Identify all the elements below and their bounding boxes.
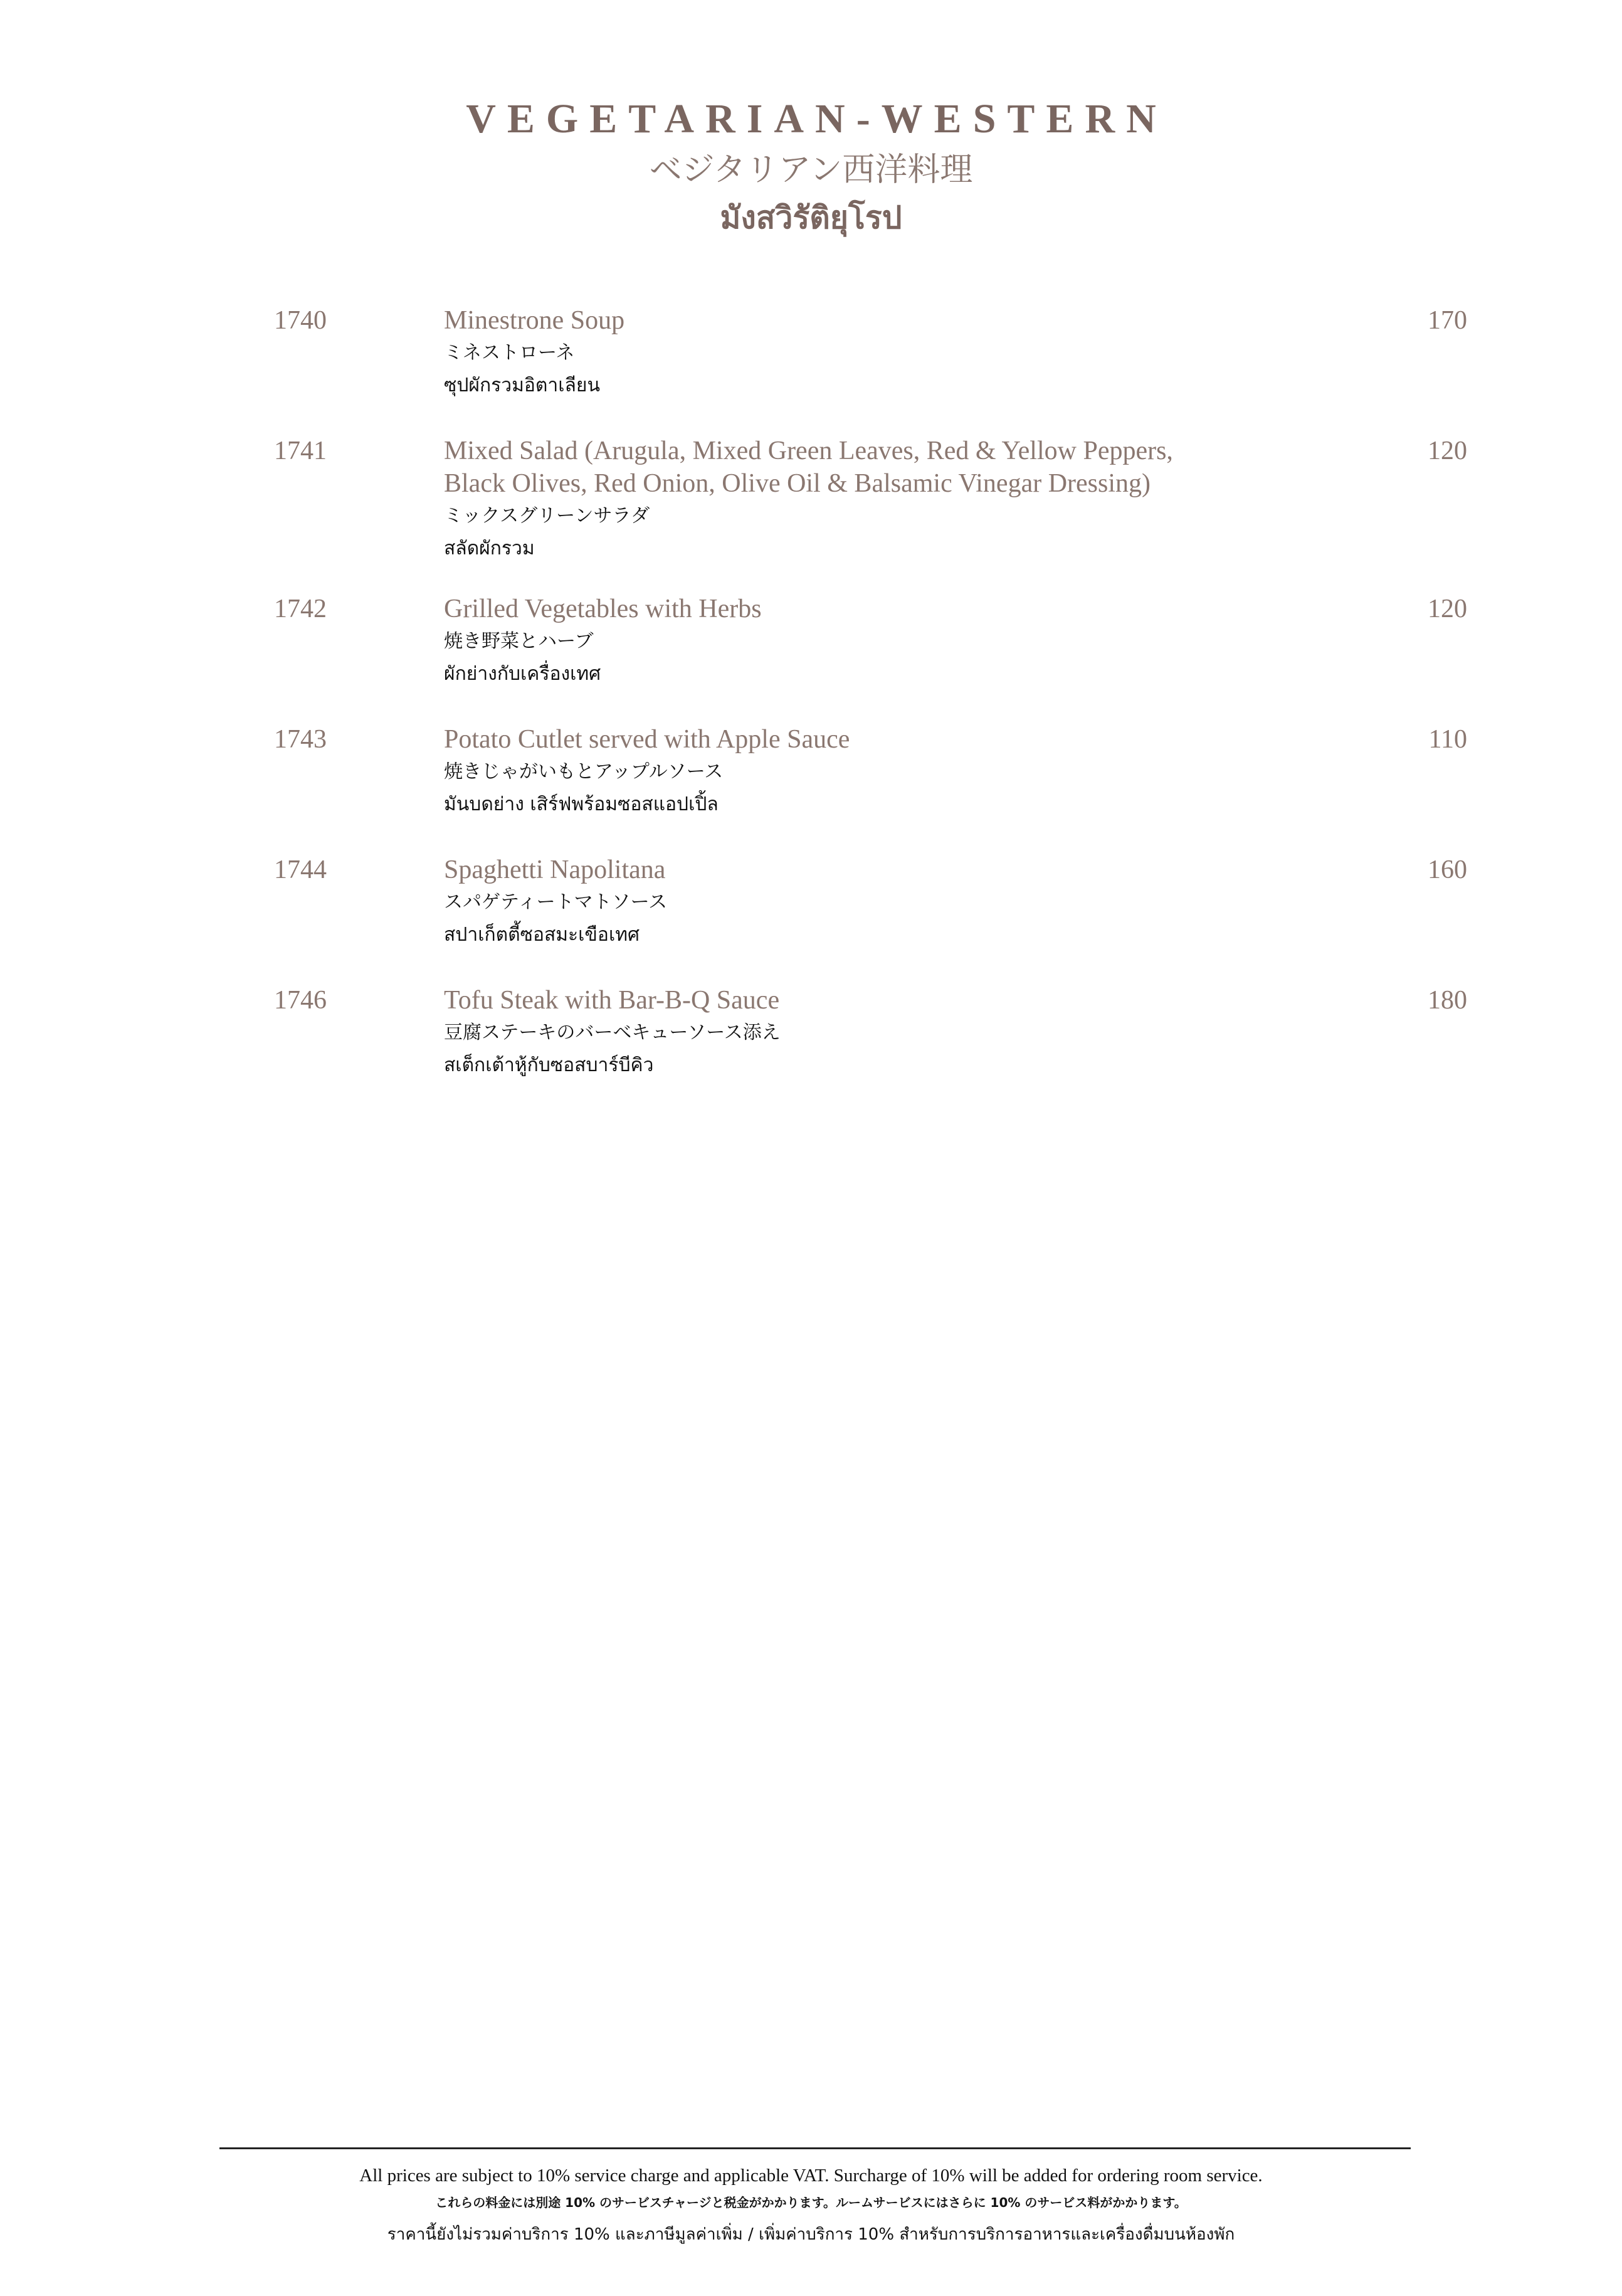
item-name-japanese: ミックスグリーンサラダ [444, 505, 650, 527]
item-price: 180 [1428, 986, 1467, 1015]
item-name-thai: ผักย่างกับเครื่องเทศ [444, 663, 601, 685]
item-description [444, 593, 1322, 690]
page-title: VEGETARIAN-WESTERN [466, 96, 1167, 142]
item-description [444, 435, 1322, 565]
item-name-thai: ซุปผักรวมอิตาเลียน [444, 374, 600, 396]
menu-header [0, 94, 1622, 240]
item-code: 1740 [274, 306, 327, 335]
item-name-japanese: 焼きじゃがいもとアップルソース [444, 761, 724, 783]
item-price: 170 [1428, 306, 1467, 335]
item-name-thai: สปาเก็ตตี้ซอสมะเขือเทศ [444, 924, 640, 946]
service-charge-note-english: All prices are subject to 10% service charge and applicable VAT. Surcharge of 10% will be added for ordering room service. [359, 2166, 1263, 2186]
item-name-japanese: スパゲティートマトソース [444, 891, 668, 913]
item-name-thai: มันบดย่าง เสิร์ฟพร้อมซอสแอปเปิ้ล [444, 793, 719, 815]
item-price: 120 [1428, 436, 1467, 465]
item-name-english: Grilled Vegetables with Herbs [444, 595, 762, 623]
service-charge-note-japanese: これらの料金には別途 10% のサービスチャージと税金がかかります。ルームサービスにはさらに 10% のサービス料がかかります。 [435, 2195, 1187, 2210]
menu-item-list [0, 304, 1622, 1114]
item-description [444, 304, 1322, 402]
item-name-english: Minestrone Soup [444, 306, 625, 335]
item-code: 1742 [274, 595, 327, 623]
item-code: 1746 [274, 986, 327, 1015]
footer-divider [219, 2147, 1411, 2149]
menu-item [0, 984, 1622, 1114]
item-name-english: Mixed Salad (Arugula, Mixed Green Leaves, Red & Yellow Peppers, [444, 436, 1173, 465]
service-charge-note-thai: ราคานี้ยังไม่รวมค่าบริการ 10% และภาษีมูลค่าเพิ่ม / เพิ่มค่าบริการ 10% สำหรับการบริการอาหารและเครื่องดื่มบนห้องพัก [387, 2225, 1235, 2244]
item-name-english: Potato Cutlet served with Apple Sauce [444, 725, 850, 754]
item-description [444, 723, 1322, 821]
item-name-japanese: 焼き野菜とハーブ [444, 630, 594, 652]
item-name-english-continued: Black Olives, Red Onion, Olive Oil & Balsamic Vinegar Dressing) [444, 469, 1151, 498]
menu-item [0, 854, 1622, 984]
item-name-english: Tofu Steak with Bar-B-Q Sauce [444, 986, 780, 1015]
item-name-thai: สเต็กเต้าหู้กับซอสบาร์บีคิว [444, 1054, 654, 1076]
item-name-english: Spaghetti Napolitana [444, 855, 666, 884]
item-code: 1741 [274, 436, 327, 465]
item-code: 1743 [274, 725, 327, 754]
menu-item [0, 304, 1622, 435]
item-name-japanese: ミネストローネ [444, 342, 575, 364]
menu-item [0, 593, 1622, 723]
item-price: 120 [1428, 595, 1467, 623]
item-description [444, 854, 1322, 951]
menu-item [0, 723, 1622, 854]
page-title-thai: มังสวิรัติยุโรป [720, 199, 902, 236]
item-code: 1744 [274, 855, 327, 884]
item-name-japanese: 豆腐ステーキのバーベキューソース添え [444, 1022, 781, 1044]
menu-item [0, 435, 1622, 593]
page-title-japanese: ベジタリアン西洋料理 [649, 151, 973, 189]
item-price: 110 [1428, 725, 1467, 754]
item-name-thai: สลัดผักรวม [444, 537, 535, 559]
footer-notes [0, 2161, 1622, 2250]
item-description [444, 984, 1322, 1082]
item-price: 160 [1428, 855, 1467, 884]
